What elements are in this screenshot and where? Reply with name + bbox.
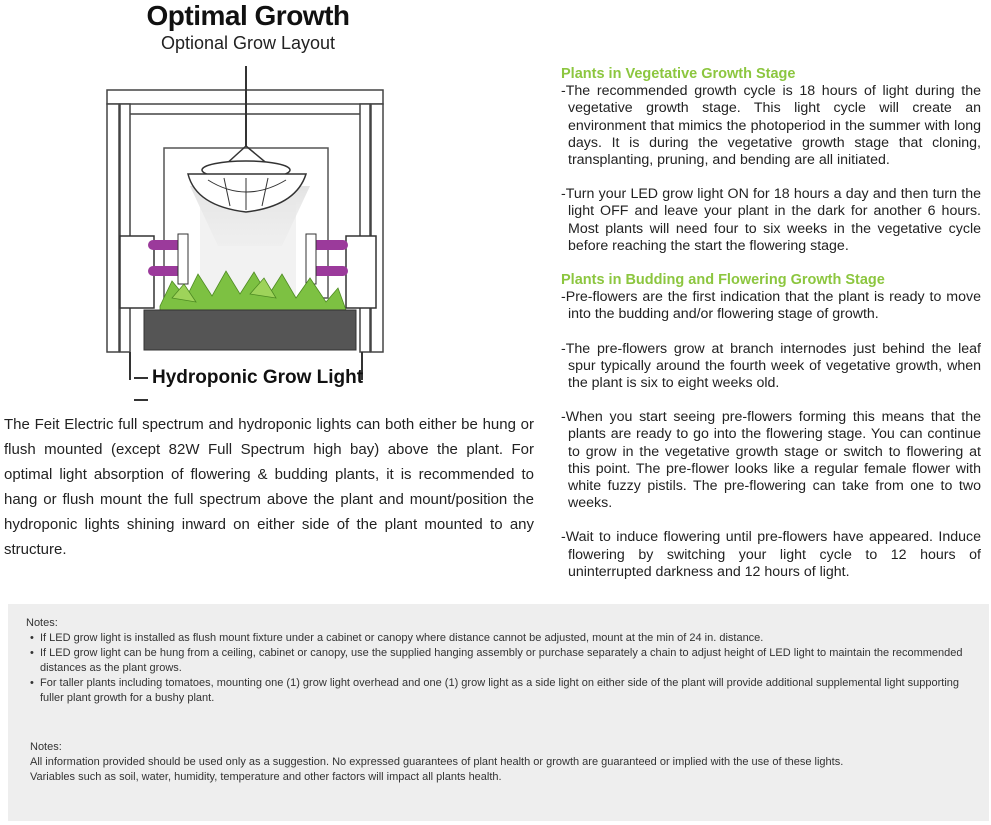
notes-panel xyxy=(8,604,989,821)
notes-heading: Notes: xyxy=(26,617,58,629)
flowering-paragraph: -Wait to induce flowering until pre-flowers have appeared. Induce flowering by switching your light cycle to 12 hours of uninterrupted darkness and 12 hours of light. xyxy=(561,529,981,580)
vegetative-paragraph: -Turn your LED grow light ON for 18 hours a day and then turn the light OFF and leave your plant in the dark for another 6 hours. Most plants will need four to six weeks in the vegetative cycle before reaching the start the flowering stage. xyxy=(561,186,981,254)
intro-paragraph: The Feit Electric full spectrum and hydroponic lights can both either be hung or flush mounted (except 82W Full Spectrum high bay) above the plant. For optimal light absorption of flowering & budding plants, it is recommended to hang or flush mount the full spectrum above the plant and mount/position the hydroponic lights shining inward on either side of the plant mounted to any structure. xyxy=(4,416,534,558)
page-subtitle: Optional Grow Layout xyxy=(160,33,336,53)
note-item: • If LED grow light can be hung from a ceiling, cabinet or canopy, use the supplied hanging assembly or purchase separately a chain to adjust height of LED light to maintain the recommended distances as the plant grows. xyxy=(30,647,963,674)
grow-layout-diagram xyxy=(100,66,392,396)
page-title: Optimal Growth xyxy=(146,0,350,31)
hydroponic-label xyxy=(130,367,370,411)
flowering-heading: Plants in Budding and Flowering Growth Stage xyxy=(561,272,885,289)
flowering-paragraph: -Pre-flowers are the first indication that the plant is ready to move into the budding and/or flowering stage of growth. xyxy=(561,289,981,323)
flowering-paragraph: -When you start seeing pre-flowers forming this means that the plants are ready to go into the flowering stage. You can continue to grow in the vegetative growth stage or switch to flowering at this point. The pre-flower looks like a regular female flower with white fuzzy pistils. The pre-flowering can take from one to two weeks. xyxy=(561,409,981,512)
vegetative-paragraph: -The recommended growth cycle is 18 hours of light during the vegetative growth stage. This light cycle will create an environment that mimics the photoperiod in the summer with long days. It is during the vegetative growth stage that cloning, transplanting, pruning, and bending are all initiated. xyxy=(561,83,981,169)
growth-stages-column xyxy=(561,66,981,581)
flowering-paragraph: -The pre-flowers grow at branch internodes just behind the leaf spur typically around the fourth week of vegetative growth, when the plant is six to eight weeks old. xyxy=(561,340,981,392)
disclaimer-line: All information provided should be used only as a suggestion. No expressed guarantees of plant health or growth are guaranteed or implied with the use of these lights. xyxy=(30,756,844,768)
note-item: • If LED grow light is installed as flush mount fixture under a cabinet or canopy where distance cannot be adjusted, mount at the min of 24 in. distance. xyxy=(30,632,764,644)
note-item: • For taller plants including tomatoes, mounting one (1) grow light overhead and one (1) grow light as a side light on either side of the plant will provide additional supplemental light supporting fuller plant growth for a bushy plant. xyxy=(30,677,960,704)
hydroponic-label-text: Hydroponic Grow Light xyxy=(152,367,364,388)
grow-container xyxy=(144,310,356,350)
notes-heading: Notes: xyxy=(30,741,62,753)
disclaimer-line: Variables such as soil, water, humidity, temperature and other factors will impact all plants health. xyxy=(30,771,502,783)
vegetative-heading: Plants in Vegetative Growth Stage xyxy=(561,66,796,82)
